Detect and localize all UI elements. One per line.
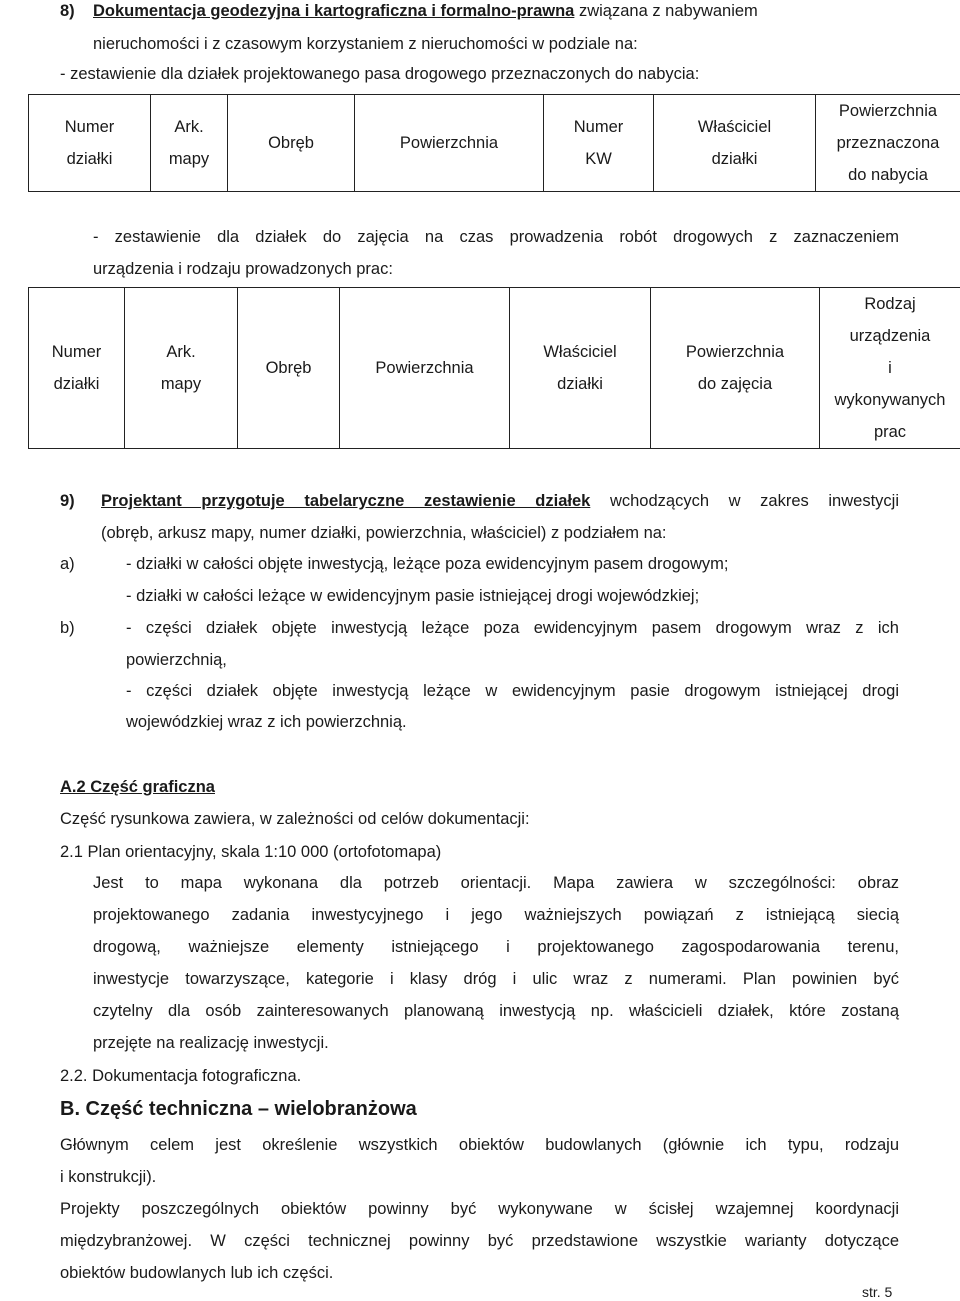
table2-header-area: Powierzchnia <box>340 288 510 449</box>
item21-paragraph-line: czytelny dla osób zainteresowanych planowaną inwestycją np. właścicieli działek, które zostaną <box>93 1002 899 1020</box>
list-b-item2-line1: - części działek objęte inwestycją leżące w ewidencyjnym pasie drogowym istniejącej drogi <box>126 682 899 700</box>
table1-header-area: Powierzchnia <box>355 95 544 192</box>
table1-header-plot-number: Numer działki <box>29 95 151 192</box>
item21-paragraph-line: przejęte na realizację inwestycji. <box>93 1034 329 1052</box>
section-9-heading-underlined: Projektant przygotuje tabelaryczne zestawienie działek <box>101 492 591 510</box>
section-9-number: 9) <box>60 492 75 510</box>
table1-header-area-to-purchase: Powierzchnia przeznaczona do nabycia <box>816 95 960 192</box>
section-9-line2: (obręb, arkusz mapy, numer działki, powierzchnia, właściciel) z podziałem na: <box>101 524 667 542</box>
table1-header-map-sheet: Ark. mapy <box>151 95 228 192</box>
item21-paragraph-line: inwestycje towarzyszące, kategorie i klasy dróg i ulic wraz z numerami. Plan powinien być <box>93 970 899 988</box>
table1-header-owner: Właściciel działki <box>654 95 816 192</box>
page-number: str. 5 <box>862 1284 893 1300</box>
section-a2-intro: Część rysunkowa zawiera, w zależności od celów dokumentacji: <box>60 810 530 828</box>
table-plots-to-purchase <box>28 94 960 192</box>
section-b-para2-line3: obiektów budowlanych lub ich części. <box>60 1264 334 1282</box>
table2-header-area-to-occupy: Powierzchnia do zajęcia <box>651 288 820 449</box>
section-9-heading <box>101 490 899 512</box>
list2-line2: urządzenia i rodzaju prowadzonych prac: <box>93 260 393 278</box>
section-a2-item22-title: 2.2. Dokumentacja fotograficzna. <box>60 1067 302 1085</box>
list-label-a: a) <box>60 555 75 573</box>
section-a2-heading: A.2 Część graficzna <box>60 778 215 796</box>
item21-paragraph-line: Jest to mapa wykonana dla potrzeb orientacji. Mapa zawiera w szczególności: obraz <box>93 874 899 892</box>
section-8-line2: nieruchomości i z czasowym korzystaniem z nieruchomości w podziale na: <box>93 35 638 53</box>
list-b-item1-line1: - części działek objęte inwestycją leżące poza ewidencyjnym pasem drogowym wraz z ich <box>126 619 899 637</box>
item21-paragraph-line: drogową, ważniejsze elementy istniejącego i projektowanego zagospodarowania terenu, <box>93 938 899 956</box>
table1-header-precinct: Obręb <box>228 95 355 192</box>
section-8-heading-underlined: Dokumentacja geodezyjna i kartograficzna i formalno-prawna <box>93 2 575 20</box>
table2-header-work-type: Rodzaj urządzenia i wykonywanych prac <box>820 288 960 449</box>
list-a-item1: - działki w całości objęte inwestycją, leżące poza ewidencyjnym pasem drogowym; <box>126 555 729 573</box>
section-9-heading-rest: wchodzących w zakres inwestycji <box>609 492 899 510</box>
section-b-para1-line1: Głównym celem jest określenie wszystkich obiektów budowlanych (głównie ich typu, rodzaju <box>60 1136 899 1154</box>
item21-paragraph-line: projektowanego zadania inwestycyjnego i jego ważniejszych powiązań z istniejącą siecią <box>93 906 899 924</box>
list1-intro: - zestawienie dla działek projektowanego pasa drogowego przeznaczonych do nabycia: <box>60 65 700 83</box>
section-8-number: 8) <box>60 2 75 20</box>
section-b-para2-line1: Projekty poszczególnych obiektów powinny być wykonywane w ścisłej wzajemnej koordynacji <box>60 1200 899 1218</box>
list-a-item2: - działki w całości leżące w ewidencyjnym pasie istniejącej drogi wojewódzkiej; <box>126 587 700 605</box>
table2-header-plot-number: Numer działki <box>29 288 125 449</box>
table2-header-owner: Właściciel działki <box>510 288 651 449</box>
section-a2-item21-title: 2.1 Plan orientacyjny, skala 1:10 000 (ortofotomapa) <box>60 843 442 861</box>
section-8-heading-rest: związana z nabywaniem <box>574 2 758 20</box>
table2-header-precinct: Obręb <box>238 288 340 449</box>
section-b-heading: B. Część techniczna – wielobranżowa <box>60 1098 417 1120</box>
list-b-item2-line2: wojewódzkiej wraz z ich powierzchnią. <box>126 713 407 731</box>
section-b-para1-line2: i konstrukcji). <box>60 1168 157 1186</box>
list-label-b: b) <box>60 619 75 637</box>
list-b-item1-line2: powierzchnią, <box>126 651 227 669</box>
table2-header-map-sheet: Ark. mapy <box>125 288 238 449</box>
table-header-row <box>29 288 960 449</box>
section-b-para2-line2: międzybranżowej. W części technicznej powinny być przedstawione wszystkie warianty dotyczące <box>60 1232 899 1250</box>
table-plots-temporary-use <box>28 287 960 449</box>
table1-header-kw-number: Numer KW <box>544 95 654 192</box>
table-header-row <box>29 95 960 192</box>
list2-line1: - zestawienie dla działek do zajęcia na czas prowadzenia robót drogowych z zaznaczeniem <box>93 228 899 246</box>
section-8-heading <box>93 0 899 22</box>
